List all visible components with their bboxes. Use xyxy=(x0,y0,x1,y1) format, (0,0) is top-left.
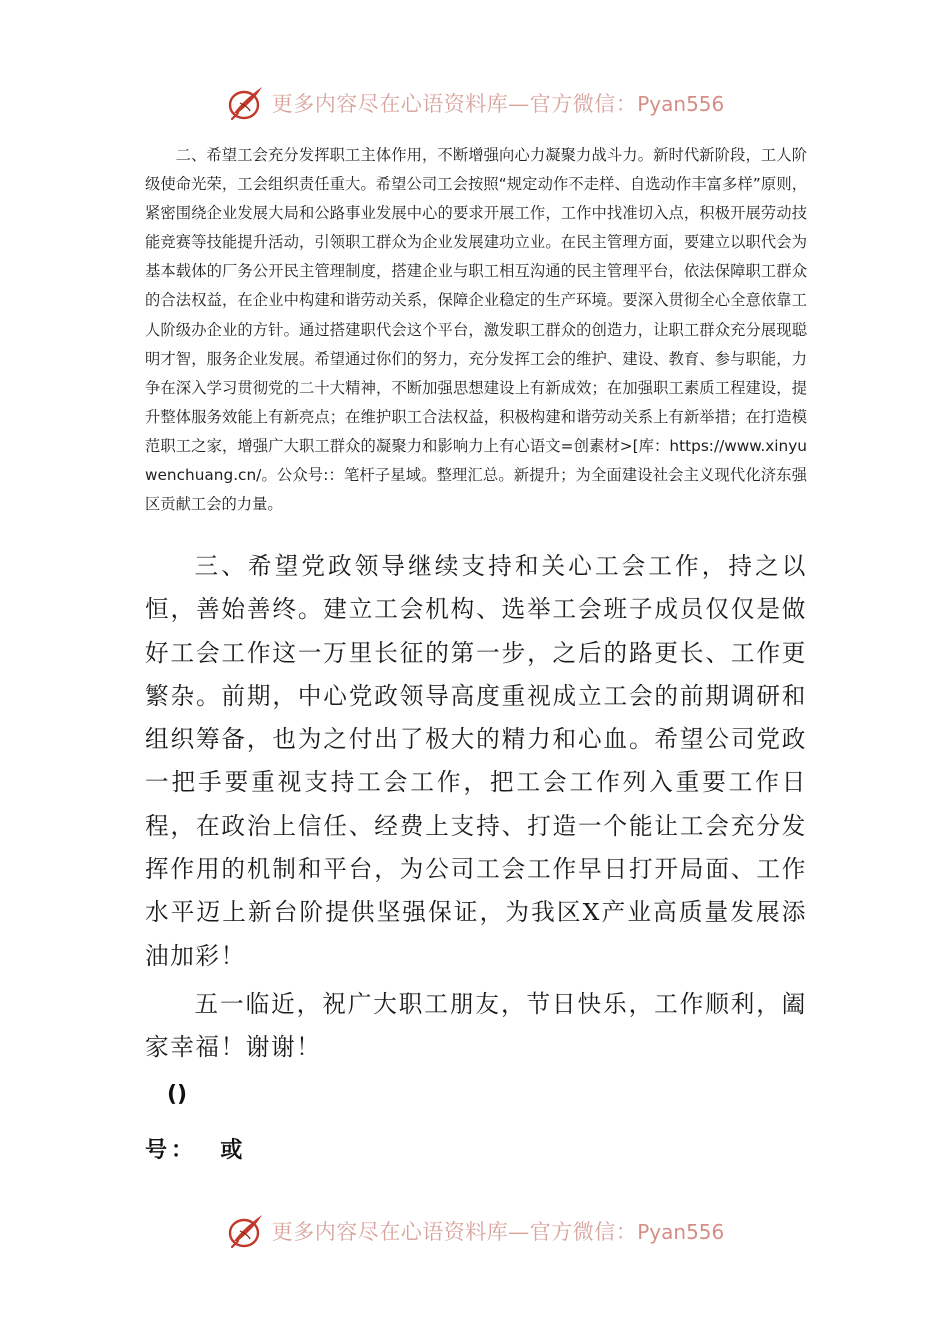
header-banner-brand: Pyan556 xyxy=(637,92,725,116)
header-banner-content xyxy=(226,83,725,123)
quill-pen-logo-icon xyxy=(226,83,266,123)
header-banner-slogan: 更多内容尽在心语资料库—官方微信： xyxy=(271,92,638,116)
footer-banner-text xyxy=(272,1216,725,1246)
hao-line: 号： 或 xyxy=(145,1138,247,1163)
quill-pen-logo-icon xyxy=(226,1211,266,1251)
header-banner-text xyxy=(272,88,725,118)
footer-banner-content xyxy=(226,1211,725,1251)
paren-line: () xyxy=(167,1082,188,1107)
footer-banner-slogan: 更多内容尽在心语资料库—官方微信： xyxy=(271,1220,638,1244)
paragraph-4: 五一临近，祝广大职工朋友，节日快乐，工作顺利，阖家幸福！谢谢！ xyxy=(145,990,807,1062)
header-banner xyxy=(0,80,950,126)
paragraph-3: 三、希望党政领导继续支持和关心工会工作，持之以恒，善始善终。建立工会机构、选举工会班子成员仅仅是做好工会工作这一万里长征的第一步，之后的路更长、工作更繁杂。前期，中心党政领导高度重视成立工会的前期调研和组织筹备，也为之付出了极大的精力和心血。希望公司党政一把手要重视支持工会工作，把工会工作列入重要工作日程，在政治上信任、经费上支持、打造一个能让工会充分发挥作用的机制和平台，为公司工会工作早日打开局面、工作水平迈上新台阶提供坚强保证，为我区X产业高质量发展添油加彩！ xyxy=(145,552,807,970)
footer-banner xyxy=(0,1208,950,1254)
paragraph-2: 二、希望工会充分发挥职工主体作用，不断增强向心力凝聚力战斗力。新时代新阶段，工人阶级使命光荣，工会组织责任重大。希望公司工会按照“规定动作不走样、自选动作丰富多样”原则，紧密围绕企业发展大局和公路事业发展中心的要求开展工作，工作中找准切入点，积极开展劳动技能竞赛等技能提升活动，引领职工群众为企业发展建功立业。在民主管理方面，要建立以职代会为基本载体的厂务公开民主管理制度，搭建企业与职工相互沟通的民主管理平台，依法保障职工群众的合法权益，在企业中构建和谐劳动关系，保障企业稳定的生产环境。要深入贯彻全心全意依靠工人阶级办企业的方针。通过搭建职代会这个平台，激发职工群众的创造力，让职工群众充分展现聪明才智，服务企业发展。希望通过你们的努力，充分发挥工会的维护、建设、教育、参与职能，力争在深入学习贯彻党的二十大精神，不断加强思想建设上有新成效；在加强职工素质工程建设，提升整体服务效能上有新亮点；在维护职工合法权益，积极构建和谐劳动关系上有新举措；在打造模范职工之家，增强广大职工群众的凝聚力和影响力上有心语文=创素材>[库：https://www.xinyuwenchuang.cn/。公众号:：笔杆子星域。整理汇总。新提升；为全面建设社会主义现代化济东强区贡献工会的力量。 xyxy=(145,146,807,514)
footer-banner-brand: Pyan556 xyxy=(637,1220,725,1244)
